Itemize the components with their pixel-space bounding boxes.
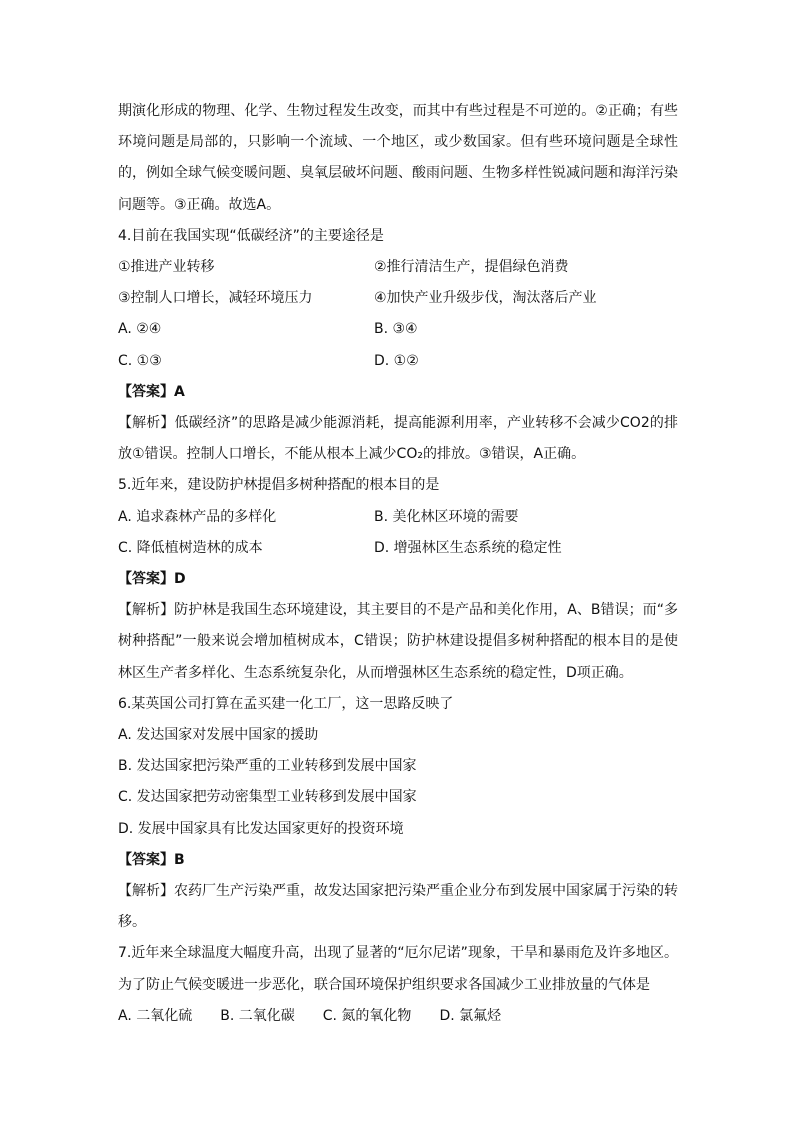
q4-item-3: ③控制人口增长，减轻环境压力 bbox=[118, 290, 313, 307]
q7-option-b: B. 二氧化碳 bbox=[220, 1007, 295, 1024]
q5-options-row-2 bbox=[118, 533, 678, 564]
q7-option-a: A. 二氧化硫 bbox=[118, 1007, 193, 1024]
q5-option-c: C. 降低植树造林的成本 bbox=[118, 539, 263, 556]
q4-item-2: ②推行清洁生产，提倡绿色消费 bbox=[374, 259, 569, 276]
q7-option-c: C. 氮的氧化物 bbox=[322, 1007, 412, 1024]
q4-stem: 4.目前在我国实现“低碳经济”的主要途径是 bbox=[118, 227, 384, 244]
q5-options-row-1 bbox=[118, 502, 678, 533]
q4-items-row-1 bbox=[118, 252, 678, 283]
q6-analysis: 【解析】农药厂生产污染严重，故发达国家把污染严重企业分布到发展中国家属于污染的转移。 bbox=[118, 883, 678, 931]
q7-option-d: D. 氯氟烃 bbox=[439, 1007, 502, 1024]
q6-option-c: C. 发达国家把劳动密集型工业转移到发展中国家 bbox=[118, 789, 417, 806]
q4-analysis: 【解析】低碳经济”的思路是减少能源消耗，提高能源利用率，产业转移不会减少CO2的排放①错误。控制人口增长，不能从根本上减少CO₂的排放。③错误，A正确。 bbox=[118, 415, 678, 463]
q5-stem: 5.近年来，建设防护林提倡多树种搭配的根本目的是 bbox=[118, 477, 440, 494]
q4-option-c: C. ①③ bbox=[118, 352, 162, 369]
q6-answer: 【答案】B bbox=[118, 851, 185, 868]
intro-paragraph: 期演化形成的物理、化学、生物过程发生改变，而其中有些过程是不可逆的。②正确；有些环境问题是局部的，只影响一个流域、一个地区，或少数国家。但有些环境问题是全球性的，例如全球气候变暖问题、臭氧层破坏问题、酸雨问题、生物多样性锐减问题和海洋污染问题等。③正确。故选A。 bbox=[118, 103, 678, 213]
q6-option-b: B. 发达国家把污染严重的工业转移到发展中国家 bbox=[118, 758, 417, 775]
q7-stem: 7.近年来全球温度大幅度升高，出现了显著的“厄尔尼诺”现象，干旱和暴雨危及许多地区。为了防止气候变暖进一步恶化，联合国环境保护组织要求各国减少工业排放量的气体是 bbox=[118, 945, 678, 993]
q4-option-d: D. ①② bbox=[374, 352, 419, 369]
q5-option-b: B. 美化林区环境的需要 bbox=[374, 508, 519, 525]
q4-options-row-1 bbox=[118, 314, 678, 345]
q4-option-b: B. ③④ bbox=[374, 321, 418, 338]
q5-option-d: D. 增强林区生态系统的稳定性 bbox=[374, 539, 562, 556]
q4-option-a: A. ②④ bbox=[118, 321, 162, 338]
q6-stem: 6.某英国公司打算在孟买建一化工厂，这一思路反映了 bbox=[118, 695, 454, 712]
q4-options-row-2 bbox=[118, 346, 678, 377]
q4-item-4: ④加快产业升级步伐，淘汰落后产业 bbox=[374, 290, 597, 307]
q4-item-1: ①推进产业转移 bbox=[118, 259, 215, 276]
q7-options-row bbox=[118, 1001, 678, 1032]
q4-answer: 【答案】A bbox=[118, 383, 185, 400]
q6-option-d: D. 发展中国家具有比发达国家更好的投资环境 bbox=[118, 820, 404, 837]
document-page bbox=[118, 96, 678, 1032]
q5-answer: 【答案】D bbox=[118, 571, 186, 588]
q5-option-a: A. 追求森林产品的多样化 bbox=[118, 508, 277, 525]
q4-items-row-2 bbox=[118, 283, 678, 314]
q5-analysis: 【解析】防护林是我国生态环境建设，其主要目的不是产品和美化作用，A、B错误；而“多树种搭配”一般来说会增加植树成本，C错误；防护林建设提倡多树种搭配的根本目的是使林区生产者多样化、生态系统复杂化，从而增强林区生态系统的稳定性，D项正确。 bbox=[118, 602, 678, 681]
q6-option-a: A. 发达国家对发展中国家的援助 bbox=[118, 727, 319, 744]
